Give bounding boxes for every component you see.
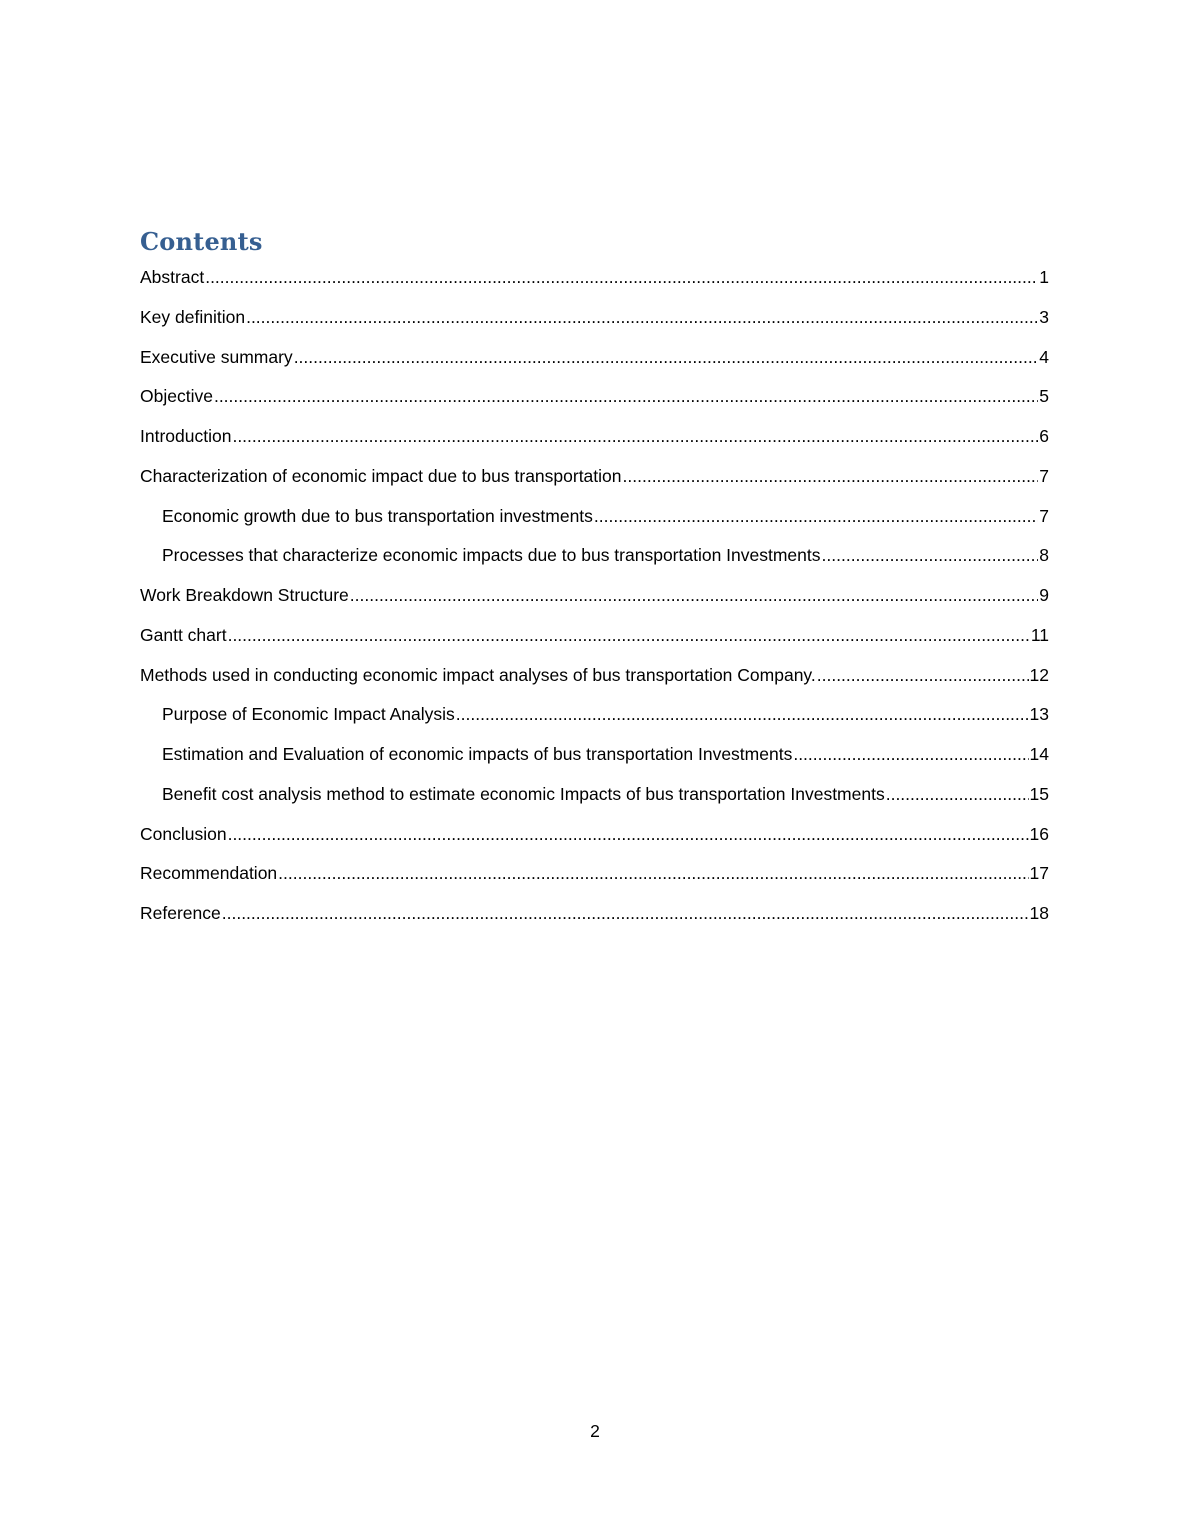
toc-entry[interactable]	[140, 580, 1049, 620]
toc-entry-title: Reference	[140, 903, 221, 923]
toc-dot-leader	[793, 739, 1028, 769]
toc-entry-page: 3	[1039, 306, 1049, 327]
toc-entry-page: 5	[1039, 386, 1049, 407]
page-number: 2	[590, 1421, 600, 1441]
toc-entry-page: 11	[1030, 624, 1049, 645]
toc-dot-leader	[817, 660, 1029, 690]
toc-entry-title: Estimation and Evaluation of economic impacts of bus transportation Investments	[162, 744, 793, 764]
toc-entry[interactable]	[140, 381, 1049, 421]
toc-entry-page: 7	[1039, 505, 1049, 526]
toc-entry-page: 15	[1029, 783, 1049, 804]
toc-dot-leader	[456, 699, 1029, 729]
toc-entry-title: Work Breakdown Structure	[140, 585, 349, 605]
toc-subentry[interactable]	[140, 699, 1049, 739]
toc-entry-page: 17	[1029, 863, 1049, 884]
toc-entry[interactable]	[140, 302, 1049, 342]
toc-entry-title: Objective	[140, 386, 213, 407]
toc-dot-leader	[214, 381, 1038, 411]
toc-entry-title: Recommendation	[140, 863, 278, 884]
toc-dot-leader	[594, 501, 1038, 531]
toc-entry[interactable]	[140, 461, 1049, 501]
toc-entry-page: 18	[1029, 903, 1049, 923]
toc-entry-page: 16	[1029, 823, 1049, 844]
toc-dot-leader	[205, 262, 1038, 292]
toc-entry[interactable]	[140, 898, 1049, 938]
toc-entry[interactable]	[140, 858, 1049, 898]
toc-dot-leader	[294, 342, 1039, 372]
toc-dot-leader	[222, 898, 1029, 928]
toc-entry-page: 4	[1039, 346, 1049, 367]
toc-dot-leader	[228, 819, 1029, 849]
toc-dot-leader	[886, 779, 1029, 809]
toc-entry[interactable]	[140, 421, 1049, 461]
toc-entry-title: Benefit cost analysis method to estimate economic Impacts of bus transportation Investments	[162, 783, 885, 804]
toc-entry[interactable]	[140, 262, 1049, 302]
toc-entry[interactable]	[140, 660, 1049, 700]
toc-entry-page: 1	[1039, 267, 1049, 287]
toc-subentry[interactable]	[140, 540, 1049, 580]
toc-dot-leader	[278, 858, 1028, 888]
toc-entry-title: Key definition	[140, 306, 246, 327]
toc-entry-page: 8	[1039, 545, 1049, 566]
toc-dot-leader	[350, 580, 1038, 610]
toc-dot-leader	[623, 461, 1039, 491]
toc-entry-title: Processes that characterize economic impacts due to bus transportation Investments	[162, 545, 821, 566]
toc-entry-title: Gantt chart	[140, 624, 227, 645]
toc-entry-page: 9	[1039, 585, 1049, 605]
toc-entry-page: 12	[1029, 664, 1049, 685]
toc-entry-title: Abstract	[140, 267, 205, 287]
toc-subentry[interactable]	[140, 779, 1049, 819]
toc-dot-leader	[246, 302, 1038, 332]
toc-entry-page: 6	[1039, 426, 1049, 446]
toc-entry-title: Introduction	[140, 426, 232, 446]
toc-dot-leader	[822, 540, 1039, 570]
toc-entry-title: Methods used in conducting economic impact analyses of bus transportation Company.	[140, 664, 816, 685]
toc-dot-leader	[232, 421, 1038, 451]
toc-entry-title: Purpose of Economic Impact Analysis	[162, 704, 455, 725]
toc-entry[interactable]	[140, 342, 1049, 382]
toc-entry[interactable]	[140, 620, 1049, 660]
toc-entry-title: Economic growth due to bus transportation investments	[162, 505, 593, 526]
toc-entry-page: 14	[1029, 744, 1049, 764]
toc-entry-page: 13	[1029, 704, 1049, 725]
toc-subentry[interactable]	[140, 739, 1049, 779]
toc-entry-page: 7	[1039, 465, 1049, 486]
toc-subentry[interactable]	[140, 501, 1049, 541]
toc-entry-title: Characterization of economic impact due to bus transportation	[140, 465, 622, 486]
toc-entry-title: Executive summary	[140, 346, 293, 367]
toc-list	[140, 262, 1049, 938]
toc-heading: Contents	[140, 227, 263, 256]
toc-entry-title: Conclusion	[140, 823, 227, 844]
toc-dot-leader	[228, 620, 1030, 650]
toc-entry[interactable]	[140, 819, 1049, 859]
